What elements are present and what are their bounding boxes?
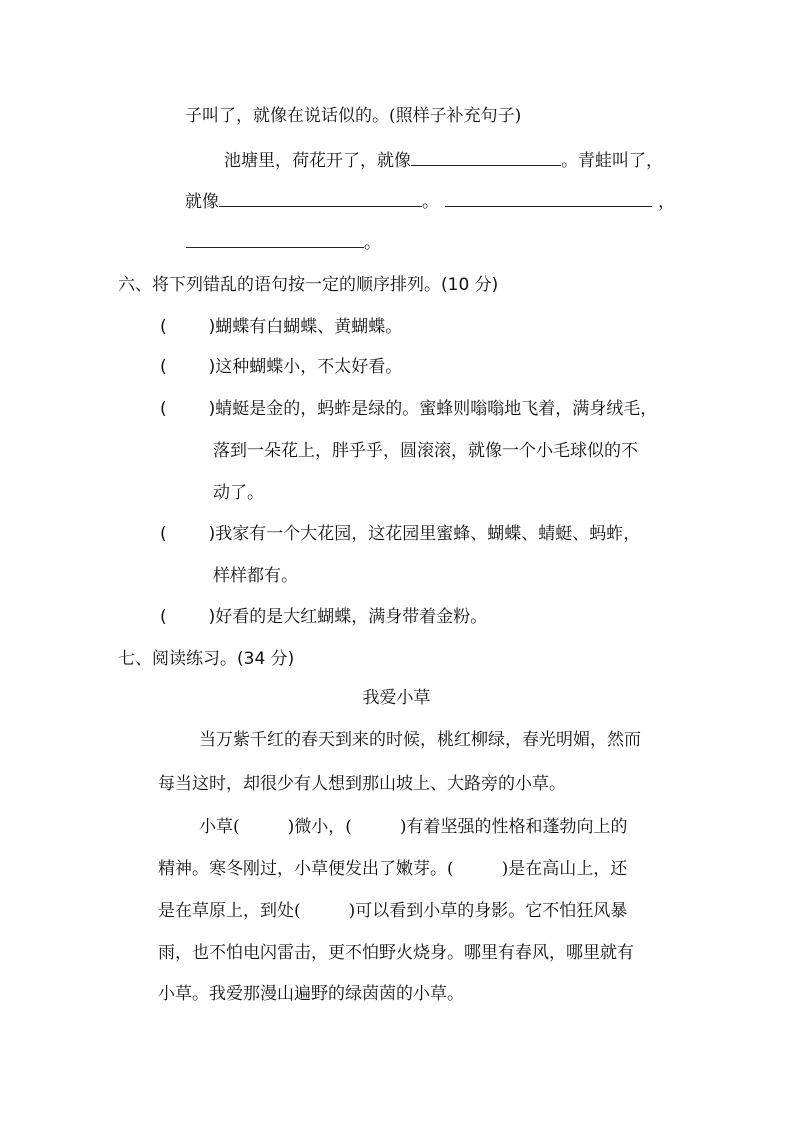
order-item-3-cont: 落到一朵花上，胖乎乎，圆滚滚，就像一个小毛球似的不 xyxy=(213,441,638,461)
sentence-text: ， xyxy=(658,192,675,212)
order-item-4-cont: 样样都有。 xyxy=(213,566,298,586)
section-7-heading: 七、阅读练习。(34 分) xyxy=(118,649,295,669)
order-item-text: 蝴蝶有白蝴蝶、黄蝴蝶。 xyxy=(215,317,403,337)
passage-line: 当万紫千红的春天到来的时候，桃红柳绿，春光明媚，然而 xyxy=(199,730,641,750)
answer-blank[interactable] xyxy=(219,189,422,207)
order-item-4 xyxy=(160,522,640,546)
passage-text: 是在草原上，到处( xyxy=(158,901,301,921)
passage-line: 小草。我爱那漫山遍野的绿茵茵的小草。 xyxy=(158,984,464,1004)
sentence-text: 。 xyxy=(422,192,439,212)
sentence-text: 池塘里，荷花开了，就像 xyxy=(224,151,411,171)
sentence-line-1 xyxy=(185,104,521,128)
passage-line: 雨，也不怕电闪雷击，更不怕野火烧身。哪里有春风，哪里就有 xyxy=(158,943,634,963)
order-item-text: 这种蝴蝶小，不太好看。 xyxy=(215,357,403,377)
answer-blank[interactable] xyxy=(186,230,364,248)
sentence-text: 子叫了，就像在说话似的。 xyxy=(185,106,389,126)
passage-line xyxy=(158,899,627,923)
passage-text: )有着坚强的性格和蓬勃向上的 xyxy=(399,817,628,837)
passage-title: 我爱小草 xyxy=(362,688,431,708)
sentence-text: 。青蛙叫了， xyxy=(561,151,663,171)
order-slot[interactable]: ( ) xyxy=(160,524,216,544)
passage-text: )是在高山上，还 xyxy=(501,859,628,879)
passage-text: 精神。寒冬刚过，小草便发出了嫩芽。( xyxy=(158,859,454,879)
sentence-line-4 xyxy=(186,230,381,255)
order-slot[interactable]: ( ) xyxy=(160,399,216,419)
order-slot[interactable]: ( ) xyxy=(160,357,216,377)
section-6-heading: 六、将下列错乱的语句按一定的顺序排列。(10 分) xyxy=(118,275,499,295)
order-item-text: 蜻蜓是金的，蚂蚱是绿的。蜜蜂则嗡嗡地飞着，满身绒毛， xyxy=(215,399,658,419)
passage-text: )可以看到小草的身影。它不怕狂风暴 xyxy=(348,901,628,921)
passage-line: 每当这时，却很少有人想到那山坡上、大路旁的小草。 xyxy=(158,774,566,794)
passage-text: )微小，( xyxy=(287,817,352,837)
order-slot[interactable]: ( ) xyxy=(160,317,216,337)
passage-line xyxy=(199,815,628,839)
order-item-5 xyxy=(160,605,487,629)
passage-text: 小草( xyxy=(199,817,240,837)
answer-blank[interactable] xyxy=(411,148,561,166)
sentence-text: 就像 xyxy=(185,192,219,212)
passage-line xyxy=(158,857,627,881)
sentence-line-3 xyxy=(185,189,675,214)
order-item-2 xyxy=(160,355,402,379)
order-item-1 xyxy=(160,315,402,339)
sentence-line-2 xyxy=(224,148,663,173)
instruction-note: (照样子补充句子) xyxy=(389,106,522,126)
sentence-text: 。 xyxy=(364,233,381,253)
order-slot[interactable]: ( ) xyxy=(160,607,216,627)
order-item-text: 好看的是大红蝴蝶，满身带着金粉。 xyxy=(215,607,488,627)
order-item-3 xyxy=(160,397,657,421)
answer-blank[interactable] xyxy=(445,189,652,207)
order-item-text: 我家有一个大花园，这花园里蜜蜂、蝴蝶、蜻蜓、蚂蚱， xyxy=(215,524,641,544)
order-item-3-cont: 动了。 xyxy=(213,483,264,503)
